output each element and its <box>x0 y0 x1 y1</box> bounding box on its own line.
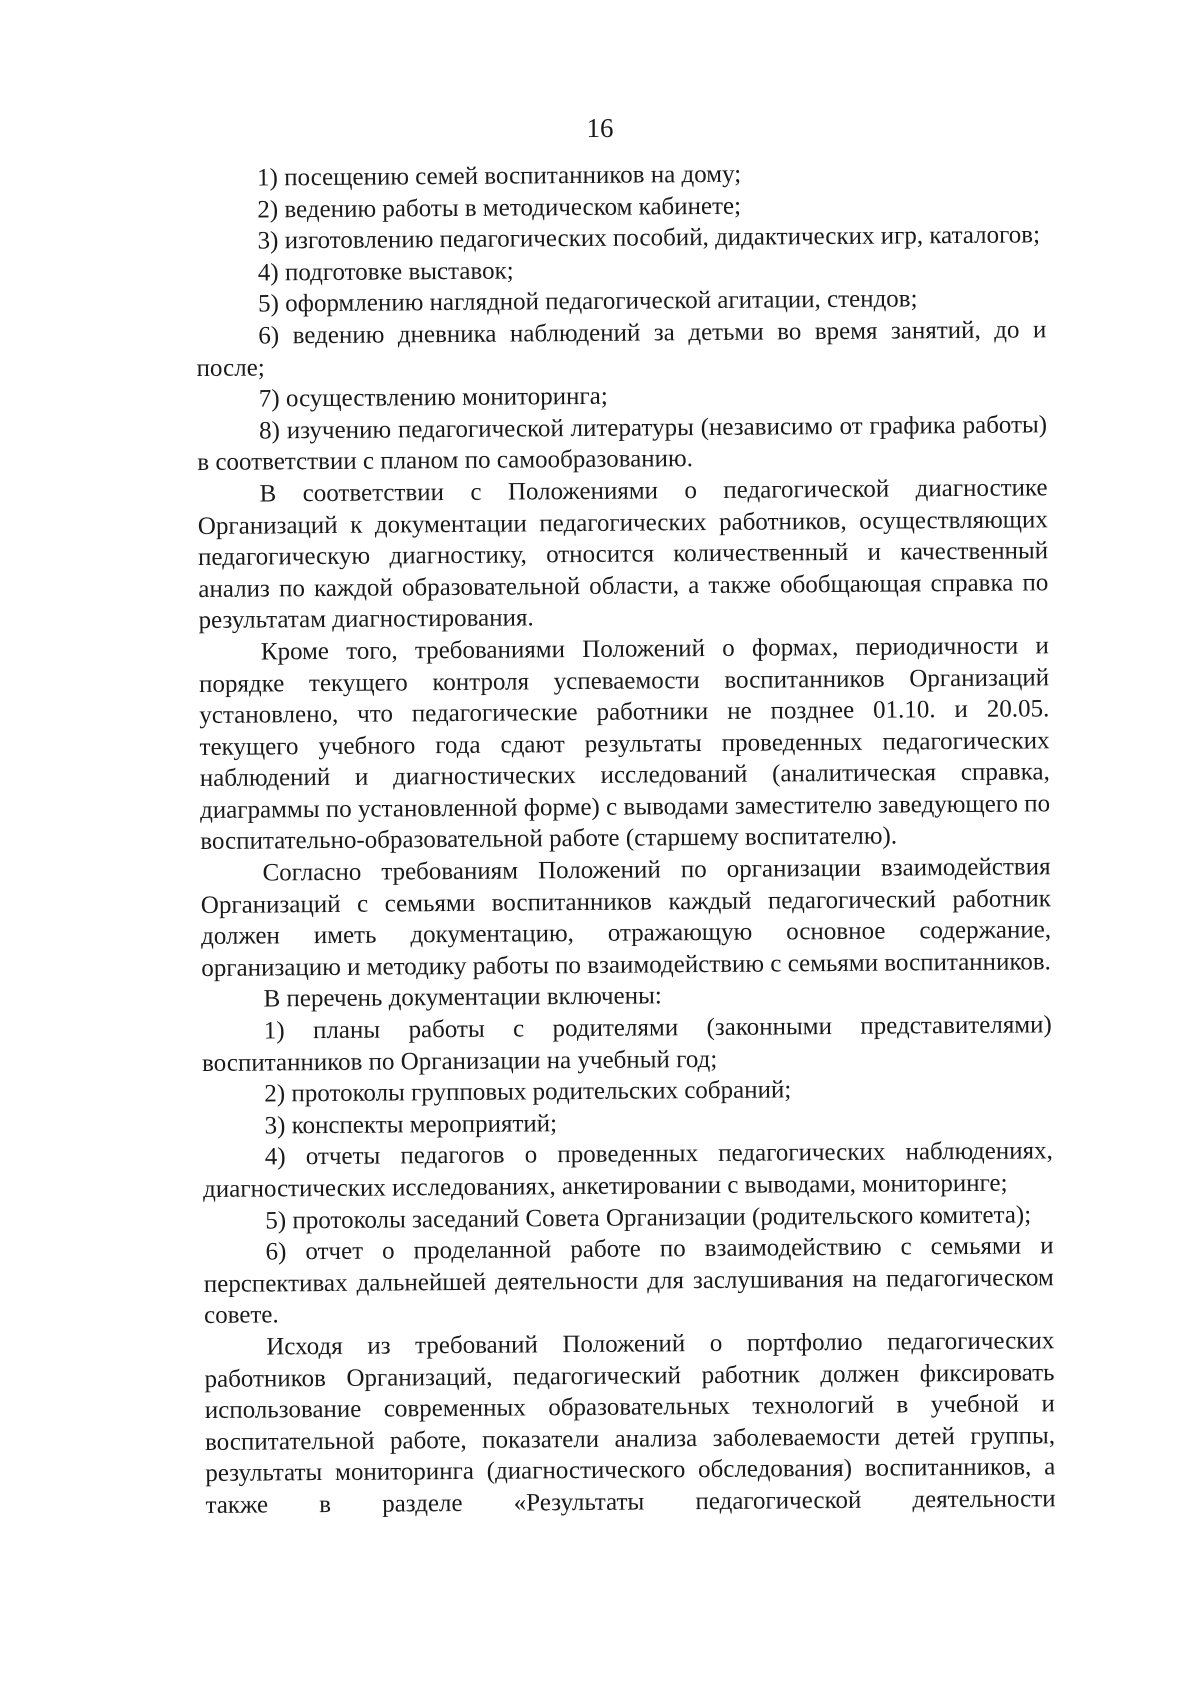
list-item-5: 5) оформлению наглядной педагогической агитации, стендов; <box>258 285 918 318</box>
list-item-7: 7) осуществлению мониторинга; <box>258 382 608 413</box>
list-item-6: 6) ведению дневника наблюдений за детьми во время занятий, до и после; <box>196 316 1047 382</box>
paragraph-diagnostics: В соответствии с Положениями о педагогической диагностике Организаций к документации педагогических работников, осуществляющих педагогическую диагностику, относится количественный и качественный анализ по каждой образовательной области, а также обобщающая справка по результатам диагностирования. <box>197 474 1049 635</box>
list-item-8: 8) изучению педагогической литературы (независимо от графика работы) в соответствии с планом по самообразованию. <box>197 411 1048 477</box>
paragraph-family-interaction: Согласно требованиям Положений по организации взаимодействия Организаций с семьями воспитанников каждый педагогический работник должен иметь документацию, отражающую основное содержание, организацию и методику работы по взаимодействию с семьями воспитанников. <box>200 853 1052 982</box>
paragraph-portfolio: Исходя из требований Положений о портфолио педагогических работников Организаций, педагогический работник должен фиксировать использование современных образовательных технологий в учебной и воспитательной работе, показатели анализа заболеваемости детей группы, результаты мониторинга (диагностического обследования) воспитанников, а также в разделе «Результаты педагогической деятельности <box>204 1327 1056 1519</box>
paragraph-documentation-intro: В перечень документации включены: <box>263 982 662 1013</box>
doc-list-item-4: 4) отчеты педагогов о проведенных педагогических наблюдениях, диагностических исследованиях, анкетировании с выводами, мониторинге; <box>202 1137 1053 1203</box>
doc-list-item-6: 6) отчет о проделанной работе по взаимодействию с семьями и перспективах дальнейшей деятельности для заслушивания на педагогическом совете. <box>203 1232 1054 1330</box>
list-item-2: 2) ведению работы в методическом кабинете; <box>257 192 742 224</box>
list-item-3: 3) изготовлению педагогических пособий, дидактических игр, каталогов; <box>257 221 1041 255</box>
list-item-1: 1) посещению семей воспитанников на дому; <box>257 160 742 192</box>
doc-list-item-5: 5) протоколы заседаний Совета Организации (родительского комитета); <box>265 1201 1032 1235</box>
document-body <box>195 156 1056 1521</box>
page-number: 16 <box>586 113 614 143</box>
doc-list-item-1: 1) планы работы с родителями (законными представителями) воспитанников по Организации на учебный год; <box>201 1011 1052 1077</box>
paragraph-monitoring-control: Кроме того, требованиями Положений о формах, периодичности и порядке текущего контроля успеваемости воспитанников Организаций установлено, что педагогические работники не позднее 01.10. и 20.05. текущего учебного года сдают результаты проведенных педагогических наблюдений и диагностических исследований (аналитическая справка, диаграммы по установленной форме) с выводами заместителю заведующего по воспитательно-образовательной работе (старшему воспитателю). <box>198 632 1051 856</box>
doc-list-item-2: 2) протоколы групповых родительских собраний; <box>264 1076 792 1108</box>
doc-list-item-3: 3) конспекты мероприятий; <box>264 1109 558 1140</box>
list-item-4: 4) подготовке выставок; <box>257 257 514 287</box>
